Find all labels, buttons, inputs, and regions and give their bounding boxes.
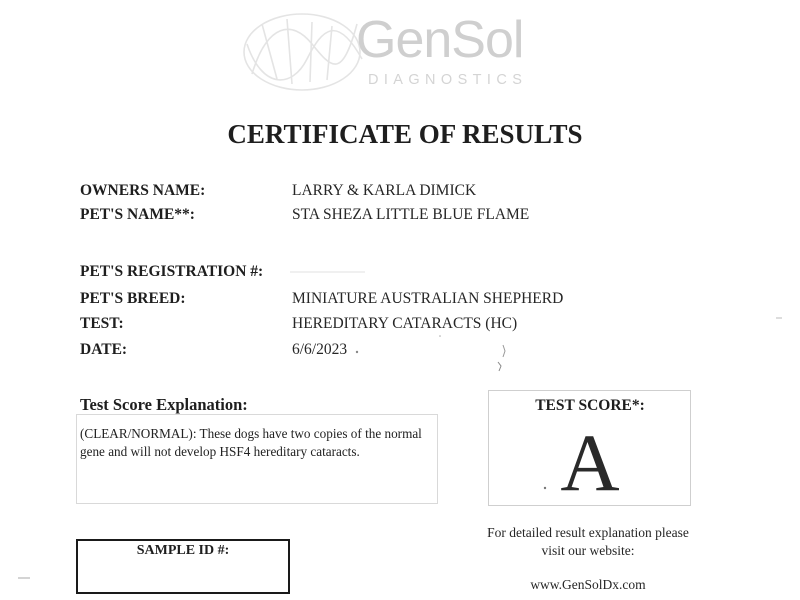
owners-name-value: LARRY & KARLA DIMICK (292, 182, 477, 199)
pets-breed-label: PET'S BREED: (80, 290, 186, 307)
date-label: DATE: (80, 341, 128, 358)
date-value: 6/6/2023 (292, 341, 348, 358)
company-logo-tagline: DIAGNOSTICS (368, 72, 528, 88)
test-score-value: A (560, 417, 620, 508)
certificate-title: CERTIFICATE OF RESULTS (227, 119, 583, 149)
website-url: www.GenSolDx.com (530, 577, 646, 592)
test-score-label: TEST SCORE*: (535, 397, 645, 414)
pets-breed-value: MINIATURE AUSTRALIAN SHEPHERD (292, 290, 564, 307)
test-value: HEREDITARY CATARACTS (HC) (292, 315, 518, 332)
explanation-heading: Test Score Explanation: (80, 395, 248, 414)
website-note: For detailed result explanation please visit our website: (487, 525, 689, 558)
sample-id-label: SAMPLE ID #: (136, 543, 230, 558)
pets-registration-label: PET'S REGISTRATION #: (80, 263, 264, 280)
pets-name-value: STA SHEZA LITTLE BLUE FLAME (292, 206, 530, 223)
test-label: TEST: (80, 315, 124, 332)
explanation-text: (CLEAR/NORMAL): These dogs have two copies of the normal gene and will not develop HSF4 hereditary cataracts. (80, 426, 422, 459)
owners-name-label: OWNERS NAME: (80, 182, 206, 199)
gensol-helix-icon (232, 4, 367, 99)
company-logo-name: GenSol (356, 11, 524, 69)
pets-name-label: PET'S NAME**: (80, 206, 195, 223)
